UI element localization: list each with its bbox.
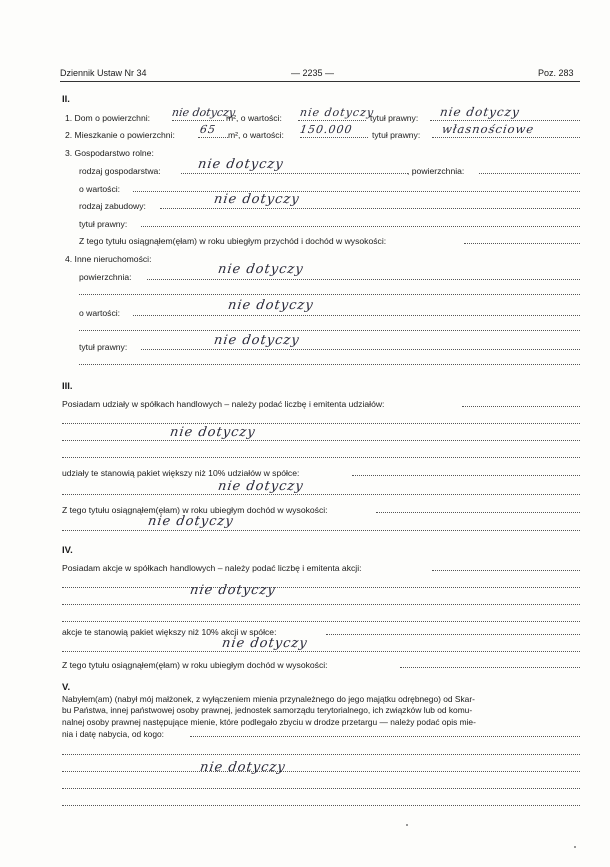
section3-pct-label: udziały te stanowią pakiet większy niż 10% udziałów w spółce: xyxy=(62,468,300,478)
section5-dots-3 xyxy=(62,788,580,789)
section3-line-2 xyxy=(62,440,580,441)
position-number: Poz. 283 xyxy=(538,68,574,78)
section3-shares-handwriting: nie dotyczy xyxy=(168,425,257,440)
item4-title-handwriting: nie dotyczy xyxy=(212,333,301,348)
section4-pct-line xyxy=(326,634,580,635)
section5-handwriting: nie dotyczy xyxy=(198,760,287,775)
section4-income-line xyxy=(400,667,580,668)
item2-label: 2. Mieszkanie o powierzchni: xyxy=(65,130,175,140)
item4-title-line xyxy=(141,349,580,350)
item3-value-label: o wartości: xyxy=(79,184,121,194)
item1-title-handwriting: nie dotyczy xyxy=(439,105,521,119)
section3-line-4 xyxy=(62,494,580,495)
item4-area-line xyxy=(147,279,580,280)
item1-title-label: tytuł prawny: xyxy=(370,113,419,123)
item2-unit-label: m², o wartości: xyxy=(228,130,284,140)
item1-area-line xyxy=(172,120,224,121)
item3-building-line xyxy=(160,208,580,209)
item3-area-line xyxy=(479,173,580,174)
section4-stocks-label: Posiadam akcje w spółkach handlowych – należy podać liczbę i emitenta akcji: xyxy=(62,563,362,573)
section5-dots-4 xyxy=(62,805,580,806)
section4-line-1 xyxy=(62,587,580,588)
item1-label: 1. Dom o powierzchni: xyxy=(65,113,151,123)
section3-shares-label: Posiadam udziały w spółkach handlowych – należy podać liczbę i emitenta udziałów: xyxy=(62,399,385,409)
item1-area-handwriting: nie dotyczy xyxy=(171,106,236,119)
item3-title-line xyxy=(141,226,580,227)
item2-area-line xyxy=(198,137,228,138)
section4-income-label: Z tego tytułu osiągnąłem(ęłam) w roku ubiegłym dochód w wysokości: xyxy=(62,660,328,670)
item4-label: 4. Inne nieruchomości: xyxy=(65,254,152,264)
item1-value-handwriting: nie dotyczy xyxy=(299,106,375,119)
item2-title-line xyxy=(432,137,580,138)
item2-area-handwriting: 65 xyxy=(199,123,217,136)
item3-title-label: tytuł prawny: xyxy=(79,219,128,229)
section5-line-1: Nabyłem(am) (nabył mój małżonek, z wyłączeniem mienia przynależnego do jego majątku odrębnego) od Skar- xyxy=(62,694,475,704)
section-2-title: II. xyxy=(62,94,70,105)
section3-line-3 xyxy=(62,457,580,458)
section5-line-4: nia i datę nabycia, od kogo: xyxy=(62,729,164,739)
item4-value-line xyxy=(133,315,580,316)
section5-line-3: nalnej osoby prawnej następujące mienie, które podlegało zbyciu w drodze przetargu — należy podać opis mie- xyxy=(62,717,476,727)
item2-title-handwriting: własnościowe xyxy=(441,122,536,136)
item4-value-label: o wartości: xyxy=(79,308,121,318)
item3-label: 3. Gospodarstwo rolne: xyxy=(65,148,154,158)
item3-type-label: rodzaj gospodarstwa: xyxy=(79,166,161,176)
section4-pct-handwriting: nie dotyczy xyxy=(220,636,309,651)
scan-speck xyxy=(406,824,408,826)
item4-value-line-2 xyxy=(79,330,580,331)
item2-value-handwriting: 150.000 xyxy=(299,123,354,136)
section-4-title: IV. xyxy=(62,545,73,556)
section3-shares-line xyxy=(462,406,580,407)
section4-pct-label: akcje te stanowią pakiet większy niż 10% akcji w spółce: xyxy=(62,627,277,637)
section5-dots-2 xyxy=(62,771,580,772)
section4-line-3 xyxy=(62,621,580,622)
section5-dots-1 xyxy=(62,754,580,755)
item4-title-line-2 xyxy=(79,364,580,365)
section-5-title: V. xyxy=(62,682,71,693)
section3-pct-handwriting: nie dotyczy xyxy=(216,479,305,494)
scan-speck xyxy=(574,846,576,848)
header-rule xyxy=(60,81,580,82)
page-number: — 2235 — xyxy=(291,68,335,78)
item3-value-line xyxy=(133,191,580,192)
section3-line-5 xyxy=(62,530,580,531)
item1-title-line xyxy=(430,120,580,121)
section3-line-1 xyxy=(62,423,580,424)
item4-area-label: powierzchnia: xyxy=(79,272,132,282)
item1-unit-label: m², o wartości: xyxy=(226,113,282,123)
section3-income-handwriting: nie dotyczy xyxy=(146,514,235,529)
item4-area-line-2 xyxy=(79,294,580,295)
item1-value-line xyxy=(298,120,366,121)
item3-type-line xyxy=(181,173,408,174)
item3-building-handwriting: nie dotyczy xyxy=(212,192,301,207)
item4-area-handwriting: nie dotyczy xyxy=(216,262,305,277)
section4-line-4 xyxy=(62,651,580,652)
item3-building-label: rodzaj zabudowy: xyxy=(79,201,146,211)
item2-value-line xyxy=(300,137,368,138)
journal-title: Dziennik Ustaw Nr 34 xyxy=(60,68,147,78)
section4-line-2 xyxy=(62,604,580,605)
item3-income-label: Z tego tytułu osiągnąłem(ęłam) w roku ubiegłym przychód i dochód w wysokości: xyxy=(79,236,387,246)
item4-title-label: tytuł prawny: xyxy=(79,342,128,352)
section4-stocks-line xyxy=(432,570,580,571)
item3-area-label: , powierzchnia: xyxy=(407,166,465,176)
item2-title-label: tytuł prawny: xyxy=(372,130,421,140)
section3-income-line xyxy=(376,512,580,513)
section5-line-2: bu Państwa, innej państwowej osoby prawnej, jednostek samorządu terytorialnego, ich związków lub od komu- xyxy=(62,705,473,715)
section3-income-label: Z tego tytułu osiągnąłem(ęłam) w roku ubiegłym dochód w wysokości: xyxy=(62,505,328,515)
section-3-title: III. xyxy=(62,381,73,392)
section3-pct-line xyxy=(352,475,580,476)
section5-line-4-dots xyxy=(190,736,580,737)
item3-income-line xyxy=(464,243,580,244)
item4-value-handwriting: nie dotyczy xyxy=(226,298,315,313)
section4-stocks-handwriting: nie dotyczy xyxy=(188,583,277,598)
item3-type-handwriting: nie dotyczy xyxy=(196,157,285,172)
